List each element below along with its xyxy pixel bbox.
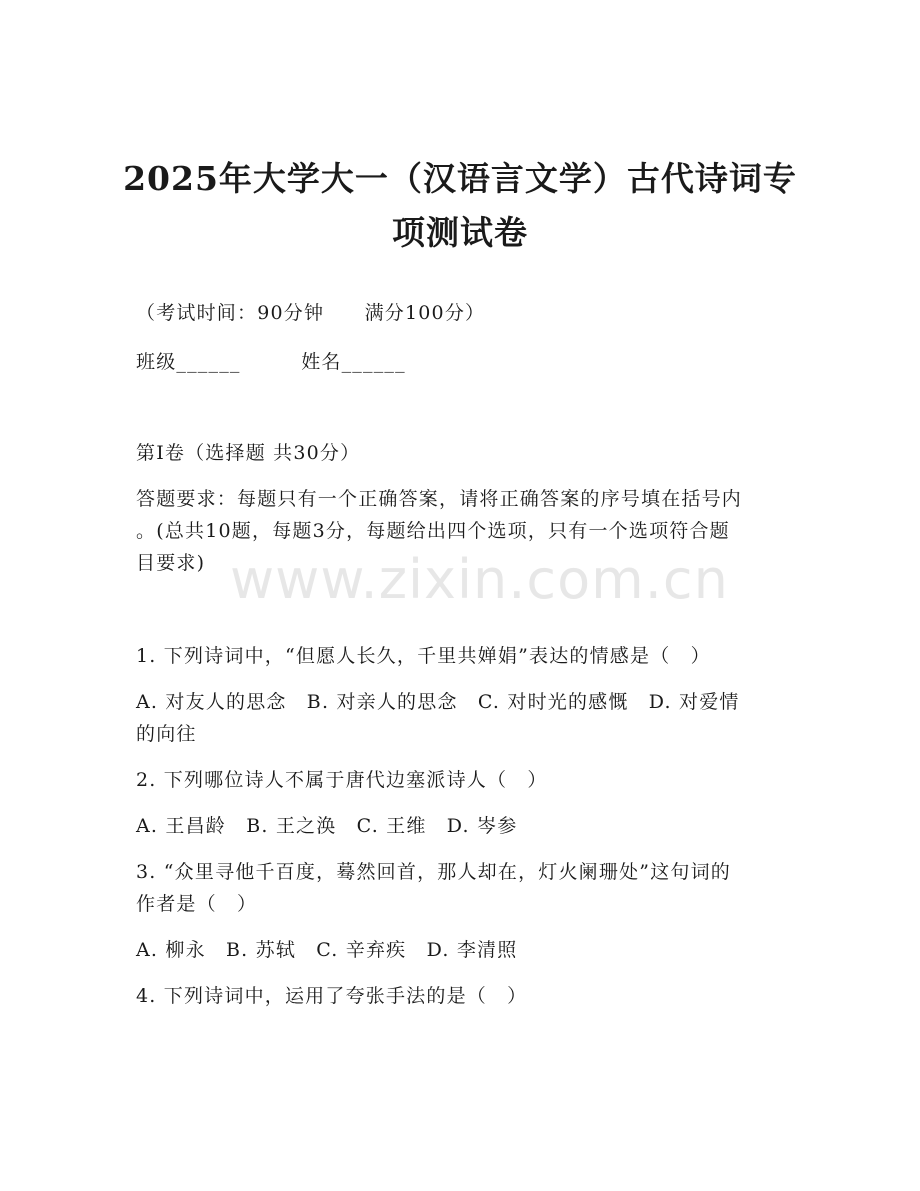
section-heading: 第I卷（选择题 共30分）: [136, 442, 361, 464]
question-3-stem-line-1: 3. “众里寻他千百度，蓦然回首，那人却在，灯火阑珊处”这句词的: [136, 861, 731, 883]
question-4-stem: 4. 下列诗词中，运用了夸张手法的是（ ）: [136, 985, 528, 1007]
question-2-stem: 2. 下列哪位诗人不属于唐代边塞派诗人（ ）: [136, 769, 548, 791]
question-1-options-line-2: 的向往: [136, 723, 197, 745]
watermark: www.zixin.com.cn: [230, 548, 729, 611]
question-2-options: A. 王昌龄 B. 王之涣 C. 王维 D. 岑参: [136, 815, 518, 837]
question-3-stem-line-2: 作者是（ ）: [136, 893, 258, 915]
instructions-line-2: 。(总共10题，每题3分，每题给出四个选项，只有一个选项符合题: [136, 520, 730, 542]
exam-info: （考试时间：90分钟 满分100分）: [136, 302, 486, 324]
class-name-fields: 班级______ 姓名______: [136, 351, 406, 373]
instructions-line-1: 答题要求：每题只有一个正确答案，请将正确答案的序号填在括号内: [136, 488, 743, 510]
exam-title: [120, 152, 800, 260]
title-line-2: 项测试卷: [392, 213, 528, 252]
title-line-1: 2025年大学大一（汉语言文学）古代诗词专: [123, 159, 797, 198]
instructions-line-3: 目要求): [136, 552, 206, 574]
question-1-stem: 1. 下列诗词中，“但愿人长久，千里共婵娟”表达的情感是（ ）: [136, 645, 711, 667]
question-3-options: A. 柳永 B. 苏轼 C. 辛弃疾 D. 李清照: [136, 939, 518, 961]
question-1-options-line-1: A. 对友人的思念 B. 对亲人的思念 C. 对时光的感慨 D. 对爱情: [136, 691, 740, 713]
